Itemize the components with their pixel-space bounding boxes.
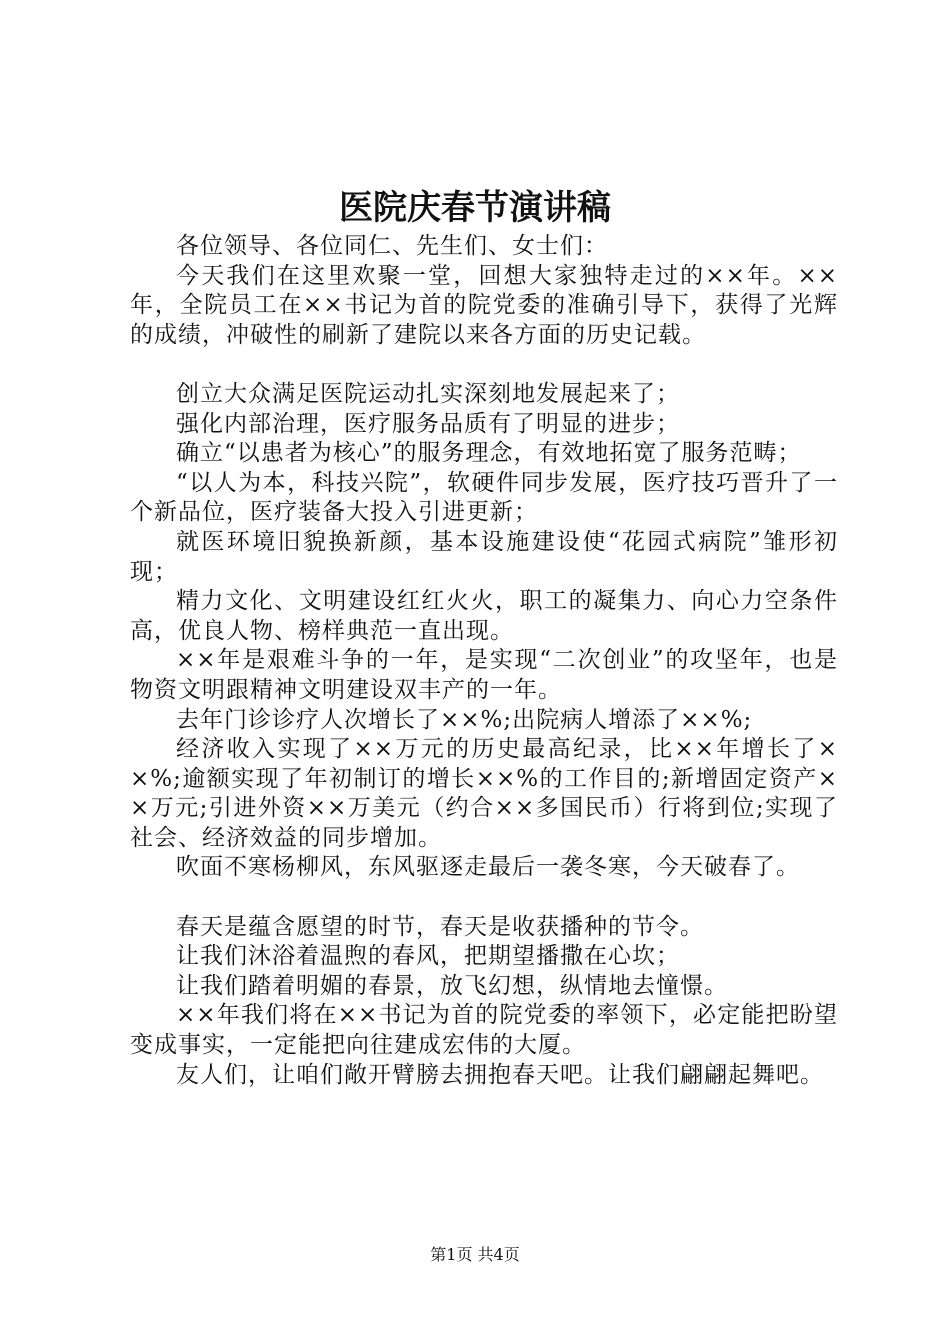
body-paragraph: 经济收入实现了××万元的历史最高纪录，比××年增长了××%;逾额实现了年初制订的增长××%的工作目的;新增固定资产××万元;引进外资××万美元（约合××多国民币）行将到位;实现了社会、经济效益的同步增加。 [130, 736, 838, 851]
page-number: 第1页 共4页 [430, 1245, 520, 1264]
body-paragraph: 强化内部治理，医疗服务品质有了明显的进步； [176, 410, 680, 437]
page-title: 医院庆春节演讲稿 [339, 188, 611, 228]
body-paragraph: 让我们沐浴着温煦的春风，把期望播撒在心坎； [176, 943, 680, 970]
body-paragraph: 今天我们在这里欢聚一堂，回想大家独特走过的××年。××年，全院员工在××书记为首的院党委的准确引导下，获得了光辉的成绩，冲破性的刷新了建院以来各方面的历史记载。 [130, 262, 838, 348]
body-paragraph: ××年我们将在××书记为首的院党委的率领下，必定能把盼望变成事实，一定能把向往建成宏伟的大厦。 [130, 1002, 838, 1059]
document-body [130, 232, 838, 1090]
body-paragraph: 确立“以患者为核心”的服务理念，有效地拓宽了服务范畴； [176, 440, 802, 467]
body-paragraph: 去年门诊诊疗人次增长了××%;出院病人增添了××%; [176, 706, 753, 733]
body-paragraph: 就医环境旧貌换新颜，基本设施建设使“花园式病院”雏形初现； [130, 528, 838, 585]
body-paragraph: 让我们踏着明媚的春景，放飞幻想，纵情地去憧憬。 [176, 972, 728, 999]
body-paragraph: 精力文化、文明建设红红火火，职工的凝集力、向心力空条件高，优良人物、榜样典范一直出现。 [130, 588, 838, 644]
salutation-paragraph: 各位领导、各位同仁、先生们、女士们： [176, 233, 608, 259]
body-paragraph: 春天是蕴含愿望的时节，春天是收获播种的节令。 [176, 913, 704, 940]
body-paragraph: “以人为本，科技兴院”，软硬件同步发展，医疗技巧晋升了一个新品位，医疗装备大投入引进更新； [130, 469, 838, 526]
body-paragraph: 吹面不寒杨柳风，东风驱逐走最后一袭冬寒，今天破春了。 [176, 854, 800, 881]
body-paragraph: ××年是艰难斗争的一年，是实现“二次创业”的攻坚年，也是物资文明跟精神文明建设双丰产的一年。 [130, 647, 838, 703]
body-paragraph: 创立大众满足医院运动扎实深刻地发展起来了； [176, 380, 680, 407]
closing-paragraph: 友人们，让咱们敞开臂膀去拥抱春天吧。让我们翩翩起舞吧。 [176, 1061, 824, 1088]
